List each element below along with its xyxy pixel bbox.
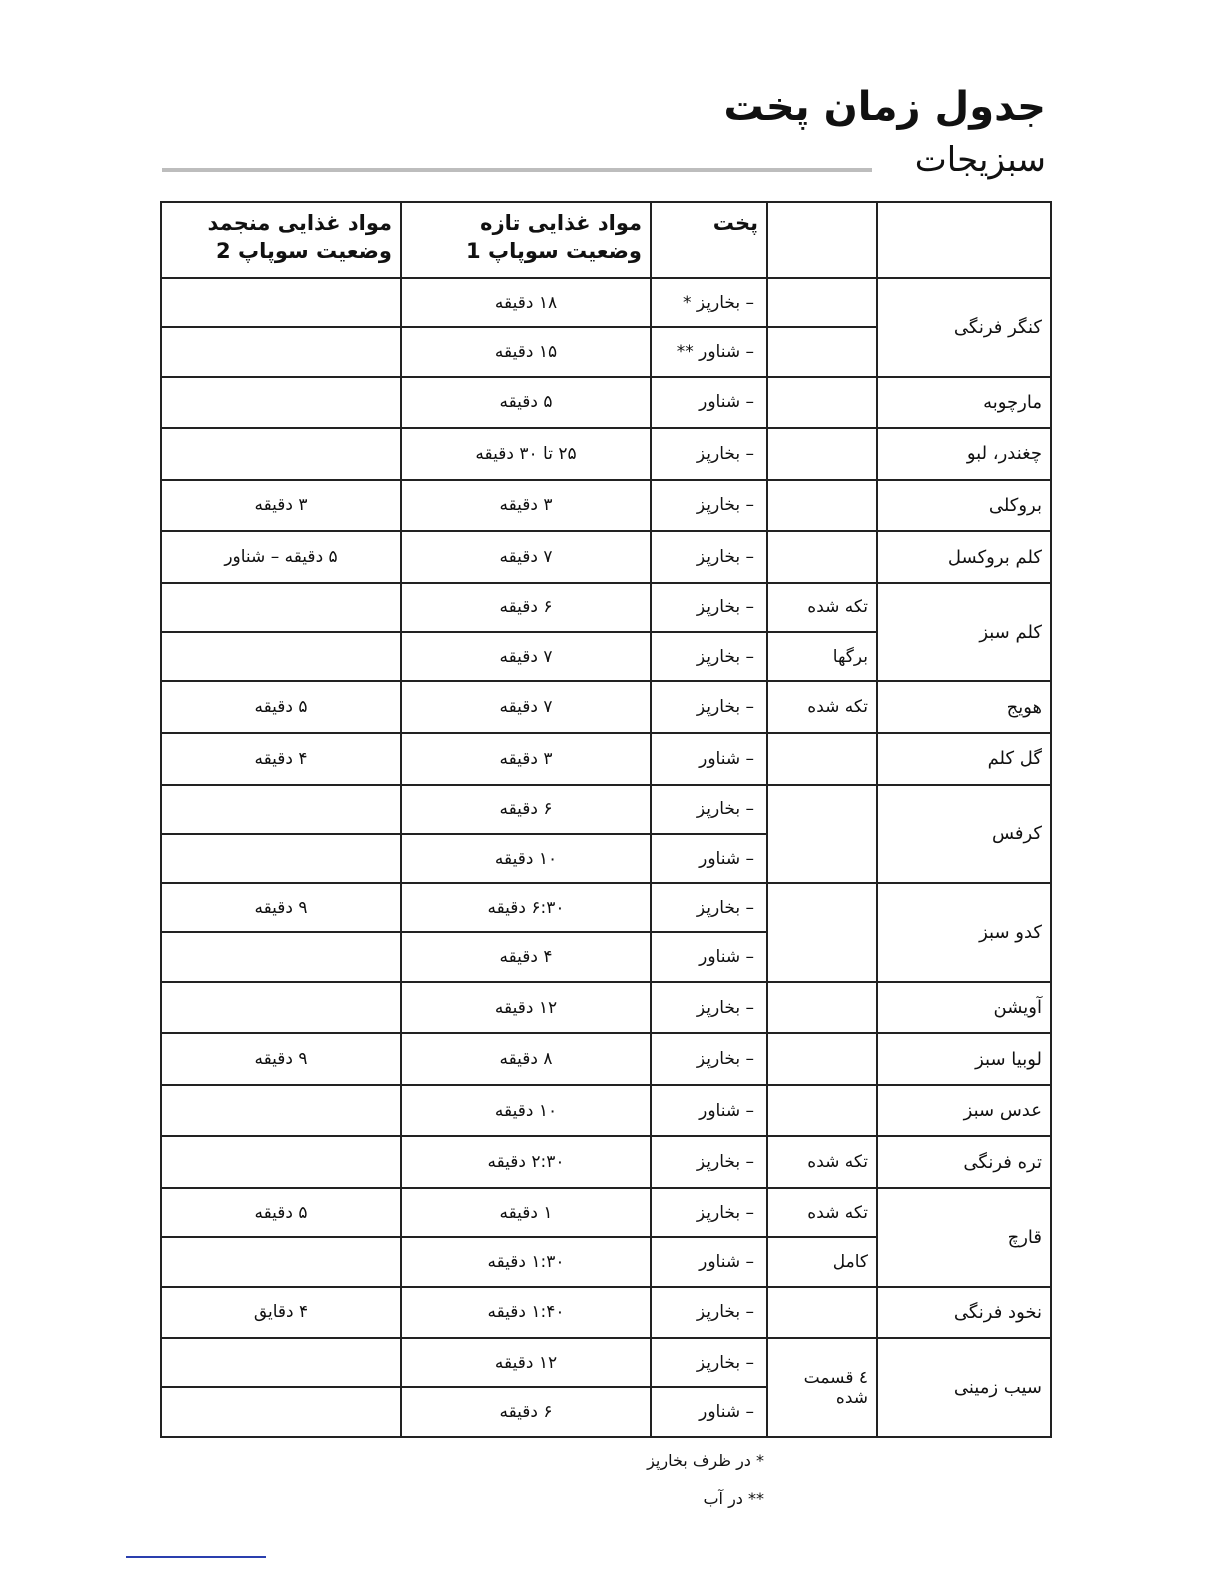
fresh-time-cell: ۴ دقیقه — [401, 932, 651, 981]
vegetable-cell: تره فرنگی — [877, 1136, 1051, 1188]
prep-cell — [767, 377, 877, 429]
fresh-time-cell: ۳ دقیقه — [401, 480, 651, 532]
prep-cell — [767, 1287, 877, 1339]
header-fresh: مواد غذایی تازه وضعیت سوپاپ 1 — [401, 202, 651, 278]
fresh-time-cell: ۷ دقیقه — [401, 632, 651, 681]
table-row — [161, 583, 1051, 632]
method-cell: – بخارپز — [651, 785, 767, 834]
method-cell: – شناور — [651, 733, 767, 785]
frozen-time-cell: ۵ دقیقه — [161, 681, 401, 733]
prep-cell — [767, 785, 877, 884]
fresh-time-cell: ۵ دقیقه — [401, 377, 651, 429]
fresh-time-cell: ۱۲ دقیقه — [401, 1338, 651, 1387]
table-row — [161, 1287, 1051, 1339]
table-row — [161, 733, 1051, 785]
vegetable-cell: کلم بروکسل — [877, 531, 1051, 583]
method-cell: – شناور — [651, 1387, 767, 1437]
prep-cell — [767, 982, 877, 1034]
method-cell: – بخارپز — [651, 632, 767, 681]
method-cell: – بخارپز — [651, 1338, 767, 1387]
prep-cell: تکه شده — [767, 681, 877, 733]
frozen-time-cell — [161, 1237, 401, 1286]
method-cell: – بخارپز — [651, 428, 767, 480]
frozen-time-cell — [161, 1338, 401, 1387]
table-row — [161, 531, 1051, 583]
prep-cell — [767, 428, 877, 480]
frozen-time-cell: ۴ دقیقه — [161, 733, 401, 785]
table-row — [161, 428, 1051, 480]
vegetable-cell: کدو سبز — [877, 883, 1051, 982]
frozen-time-cell — [161, 428, 401, 480]
table-row — [161, 982, 1051, 1034]
page-link-underline — [126, 1556, 266, 1558]
fresh-time-cell: ۲۵ تا ۳۰ دقیقه — [401, 428, 651, 480]
method-cell: – بخارپز — [651, 1136, 767, 1188]
vegetable-cell: گل کلم — [877, 733, 1051, 785]
method-cell: – بخارپز — [651, 1188, 767, 1237]
header-prep — [767, 202, 877, 278]
frozen-time-cell: ۳ دقیقه — [161, 480, 401, 532]
frozen-time-cell — [161, 1085, 401, 1137]
header-frozen: مواد غذایی منجمد وضعیت سوپاپ 2 — [161, 202, 401, 278]
table-row — [161, 785, 1051, 834]
prep-cell — [767, 883, 877, 982]
frozen-time-cell — [161, 1387, 401, 1437]
frozen-time-cell: ۹ دقیقه — [161, 1033, 401, 1085]
fresh-time-cell: ۳ دقیقه — [401, 733, 651, 785]
method-cell: – بخارپز — [651, 883, 767, 932]
prep-cell: برگها — [767, 632, 877, 681]
table-row — [161, 1085, 1051, 1137]
header-vegetable — [877, 202, 1051, 278]
method-cell: – شناور — [651, 377, 767, 429]
table-row — [161, 883, 1051, 932]
fresh-time-cell: ۸ دقیقه — [401, 1033, 651, 1085]
frozen-time-cell — [161, 583, 401, 632]
prep-cell: تکه شده — [767, 1188, 877, 1237]
table-row — [161, 278, 1051, 327]
method-cell: – بخارپز * — [651, 278, 767, 327]
fresh-time-cell: ۱:۴۰ دقیقه — [401, 1287, 651, 1339]
prep-cell — [767, 1033, 877, 1085]
frozen-time-cell: ۵ دقیقه — [161, 1188, 401, 1237]
frozen-time-cell — [161, 932, 401, 981]
fresh-time-cell: ۱۲ دقیقه — [401, 982, 651, 1034]
prep-cell — [767, 327, 877, 376]
section-title: سبزیجات — [914, 140, 1046, 180]
table-row — [161, 1033, 1051, 1085]
prep-cell — [767, 1085, 877, 1137]
table-row — [161, 1338, 1051, 1387]
section-divider — [162, 168, 872, 172]
fresh-time-cell: ۶ دقیقه — [401, 1387, 651, 1437]
cooking-time-table — [160, 201, 1052, 1438]
vegetable-cell: مارچوبه — [877, 377, 1051, 429]
fresh-time-cell: ۱۵ دقیقه — [401, 327, 651, 376]
prep-cell — [767, 278, 877, 327]
fresh-time-cell: ۶ دقیقه — [401, 785, 651, 834]
fresh-time-cell: ۱۸ دقیقه — [401, 278, 651, 327]
table-header-row — [161, 202, 1051, 278]
fresh-time-cell: ۱۰ دقیقه — [401, 834, 651, 883]
prep-cell: تکه شده — [767, 1136, 877, 1188]
vegetable-cell: کنگر فرنگی — [877, 278, 1051, 377]
method-cell: – بخارپز — [651, 982, 767, 1034]
fresh-time-cell: ۶ دقیقه — [401, 583, 651, 632]
table-row — [161, 681, 1051, 733]
vegetable-cell: آویشن — [877, 982, 1051, 1034]
method-cell: – شناور — [651, 1237, 767, 1286]
table-row — [161, 480, 1051, 532]
footnotes — [647, 1442, 764, 1518]
frozen-time-cell — [161, 278, 401, 327]
fresh-time-cell: ۱ دقیقه — [401, 1188, 651, 1237]
frozen-time-cell: ۵ دقیقه – شناور — [161, 531, 401, 583]
method-cell: – بخارپز — [651, 480, 767, 532]
prep-cell — [767, 480, 877, 532]
fresh-time-cell: ۷ دقیقه — [401, 681, 651, 733]
frozen-time-cell — [161, 785, 401, 834]
method-cell: – بخارپز — [651, 583, 767, 632]
method-cell: – شناور ** — [651, 327, 767, 376]
fresh-time-cell: ۶:۳۰ دقیقه — [401, 883, 651, 932]
prep-cell — [767, 733, 877, 785]
footnote-water: ** در آب — [703, 1489, 764, 1508]
fresh-time-cell: ۱:۳۰ دقیقه — [401, 1237, 651, 1286]
vegetable-cell: لوبیا سبز — [877, 1033, 1051, 1085]
footnote-steamer: * در ظرف بخارپز — [647, 1451, 764, 1470]
method-cell: – شناور — [651, 932, 767, 981]
method-cell: – بخارپز — [651, 531, 767, 583]
vegetable-cell: هویج — [877, 681, 1051, 733]
method-cell: – شناور — [651, 834, 767, 883]
frozen-time-cell: ۹ دقیقه — [161, 883, 401, 932]
vegetable-cell: عدس سبز — [877, 1085, 1051, 1137]
prep-cell — [767, 531, 877, 583]
frozen-time-cell — [161, 834, 401, 883]
frozen-time-cell: ۴ دقایق — [161, 1287, 401, 1339]
header-method: پخت — [651, 202, 767, 278]
fresh-time-cell: ۷ دقیقه — [401, 531, 651, 583]
vegetable-cell: سیب زمینی — [877, 1338, 1051, 1437]
fresh-time-cell: ۱۰ دقیقه — [401, 1085, 651, 1137]
vegetable-cell: قارچ — [877, 1188, 1051, 1287]
prep-cell: ٤ قسمت شده — [767, 1338, 877, 1437]
table-row — [161, 377, 1051, 429]
vegetable-cell: کلم سبز — [877, 583, 1051, 682]
prep-cell: کامل — [767, 1237, 877, 1286]
cooking-time-table-wrapper — [160, 201, 1050, 1438]
page-title: جدول زمان پخت — [723, 84, 1046, 130]
method-cell: – شناور — [651, 1085, 767, 1137]
frozen-time-cell — [161, 982, 401, 1034]
vegetable-cell: نخود فرنگی — [877, 1287, 1051, 1339]
table-row — [161, 1136, 1051, 1188]
vegetable-cell: بروکلی — [877, 480, 1051, 532]
vegetable-cell: چغندر، لبو — [877, 428, 1051, 480]
method-cell: – بخارپز — [651, 1033, 767, 1085]
vegetable-cell: کرفس — [877, 785, 1051, 884]
prep-cell: تکه شده — [767, 583, 877, 632]
fresh-time-cell: ۲:۳۰ دقیقه — [401, 1136, 651, 1188]
frozen-time-cell — [161, 327, 401, 376]
frozen-time-cell — [161, 377, 401, 429]
frozen-time-cell — [161, 1136, 401, 1188]
table-row — [161, 1188, 1051, 1237]
method-cell: – بخارپز — [651, 1287, 767, 1339]
frozen-time-cell — [161, 632, 401, 681]
method-cell: – بخارپز — [651, 681, 767, 733]
